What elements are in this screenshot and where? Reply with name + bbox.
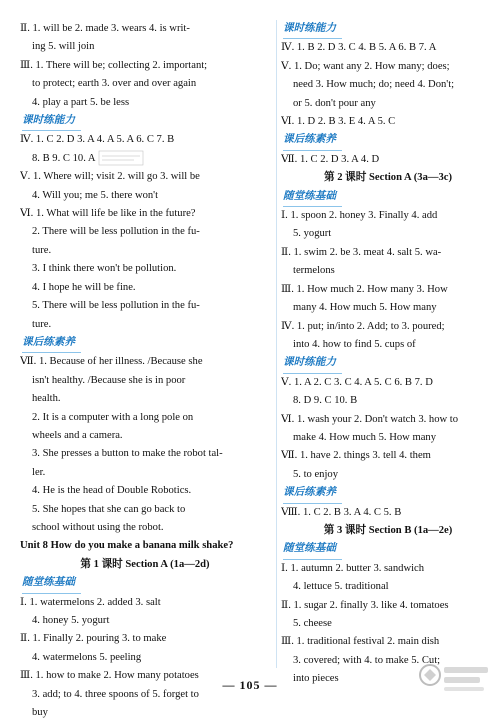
lesson-title: 第 2 课时 Section A (3a—3c) [324, 172, 452, 184]
answer-line: 5. cheese [293, 618, 332, 629]
answer-line: ture. [32, 318, 52, 330]
answer-line: or 5. don't pour any [293, 97, 376, 109]
answer-line: 3. She presses a button to make the robot tal- [32, 448, 223, 460]
answer-line: Ⅵ. 1. D 2. B 3. E 4. A 5. C [281, 116, 396, 128]
answer-line: termelons [293, 265, 335, 277]
answer-line: ture. [32, 244, 52, 256]
answer-line: 4. He is the head of Double Robotics. [32, 485, 192, 497]
answer-line: many 4. How much 5. How many [293, 302, 437, 314]
section-header [20, 112, 270, 131]
answer-line: 3. covered; with 4. to make 5. Cut; [293, 654, 441, 666]
answer-line: Ⅶ. 1. have 2. things 3. tell 4. them [281, 450, 431, 462]
answer-line: Ⅶ. 1. Because of her illness. /Because she [20, 356, 203, 368]
answer-line: Ⅱ. 1. Finally 2. pouring 3. to make [20, 633, 167, 645]
answer-line: 8. D 9. C 10. B [293, 395, 358, 407]
answer-line: 8. B 9. C 10. A [32, 152, 96, 164]
section-header-label: 随堂练基础 [283, 540, 342, 559]
answer-line: Ⅵ. 1. wash your 2. Don't watch 3. how to [281, 413, 459, 425]
answer-line: 4. Will you; me 5. there won't [32, 189, 159, 201]
answer-line: need 3. How much; do; need 4. Don't; [293, 79, 455, 91]
answer-line: 2. There will be less pollution in the fu- [32, 226, 200, 238]
section-header [20, 334, 270, 353]
answer-line: 5. yogurt [293, 228, 332, 240]
answer-line: 3. add; to 4. three spoons of 5. forget to [32, 688, 199, 700]
answer-line: buy [32, 707, 48, 719]
answer-line: 4. lettuce 5. traditional [293, 581, 389, 593]
answer-line: 5. She hopes that she can go back to [32, 503, 186, 515]
lesson-title: 第 3 课时 Section B (1a—2e) [323, 524, 453, 536]
answer-line: Ⅱ. 1. swim 2. be 3. meat 4. salt 5. wa- [281, 246, 442, 258]
lesson-title: 第 1 课时 Section A (1a—2d) [80, 558, 210, 570]
faint-stamp-mark [98, 150, 144, 166]
answer-line: Ⅷ. 1. C 2. B 3. A 4. C 5. B [281, 506, 402, 518]
answer-line: isn't healthy. /Because she is in poor [32, 374, 186, 386]
answer-line: health. [32, 393, 61, 405]
section-header-label: 课后练素养 [22, 334, 81, 353]
answer-line: Ⅰ. 1. watermelons 2. added 3. salt [20, 596, 161, 608]
answer-line: Ⅶ. 1. C 2. D 3. A 4. D [281, 153, 380, 165]
answer-line: Ⅲ. 1. How much 2. How many 3. How [281, 283, 448, 295]
answer-line: Ⅴ. 1. Where will; visit 2. will go 3. will be [20, 171, 200, 183]
answer-line: to protect; earth 3. over and over again [32, 78, 197, 90]
section-header [281, 188, 495, 207]
section-header [281, 20, 495, 39]
answer-line: 2. It is a computer with a long pole on [32, 411, 194, 423]
section-header [281, 354, 495, 373]
section-header-label: 课后练素养 [283, 131, 342, 150]
section-header-label: 课时练能力 [283, 20, 342, 39]
answer-line: Ⅴ. 1. Do; want any 2. How many; does; [281, 60, 450, 72]
answer-line: wheels and a camera. [32, 429, 123, 441]
answer-line: Ⅰ. 1. autumn 2. butter 3. sandwich [281, 562, 425, 574]
answer-line: Ⅳ. 1. C 2. D 3. A 4. A 5. A 6. C 7. B [20, 134, 175, 146]
watermark-logo [416, 659, 492, 699]
answer-line: Ⅳ. 1. B 2. D 3. C 4. B 5. A 6. B 7. A [281, 42, 437, 54]
page-number: — 105 — [222, 678, 278, 692]
answer-line: ler. [32, 466, 46, 478]
answer-line: into pieces [293, 673, 339, 685]
section-header-label: 课后练素养 [283, 484, 342, 503]
answer-line: Ⅲ. 1. There will be; collecting 2. important; [20, 59, 208, 71]
answer-line: Ⅰ. 1. spoon 2. honey 3. Finally 4. add [281, 210, 438, 222]
section-header-label: 随堂练基础 [283, 188, 342, 207]
answer-line: school without using the robot. [32, 521, 164, 533]
answer-line: Ⅲ. 1. traditional festival 2. main dish [281, 636, 440, 648]
answer-line: Ⅱ. 1. will be 2. made 3. wears 4. is writ- [20, 23, 190, 34]
section-header [20, 574, 270, 593]
left-column [20, 20, 270, 722]
answer-line: make 4. How much 5. How many [293, 431, 436, 443]
unit-title: Unit 8 How do you make a banana milk shake? [20, 540, 234, 552]
answer-line: 5. There will be less pollution in the fu- [32, 300, 200, 312]
answer-line: Ⅱ. 1. sugar 2. finally 3. like 4. tomatoes [281, 599, 449, 611]
right-column [281, 20, 495, 689]
answer-line: into 4. how to find 5. cups of [293, 338, 416, 350]
section-header [281, 131, 495, 150]
section-header-label: 随堂练基础 [22, 574, 81, 593]
answer-line: 5. to enjoy [293, 468, 339, 480]
section-header-label: 课时练能力 [22, 112, 81, 131]
answer-line: 4. watermelons 5. peeling [32, 651, 142, 663]
answer-line: ing 5. will join [32, 41, 95, 53]
answer-line: Ⅳ. 1. put; in/into 2. Add; to 3. poured; [281, 320, 445, 332]
answer-line: Ⅵ. 1. What will life be like in the future? [20, 208, 196, 220]
answer-line: Ⅲ. 1. how to make 2. How many potatoes [20, 670, 199, 682]
answer-line: 3. I think there won't be pollution. [32, 263, 177, 275]
column-divider [276, 20, 277, 668]
answer-line: 4. play a part 5. be less [32, 96, 130, 108]
answer-line: Ⅴ. 1. A 2. C 3. C 4. A 5. C 6. B 7. D [281, 376, 433, 388]
section-header [281, 484, 495, 503]
section-header [281, 540, 495, 559]
section-header-label: 课时练能力 [283, 354, 342, 373]
answer-line: 4. honey 5. yogurt [32, 615, 110, 626]
answer-line: 4. I hope he will be fine. [32, 281, 136, 293]
